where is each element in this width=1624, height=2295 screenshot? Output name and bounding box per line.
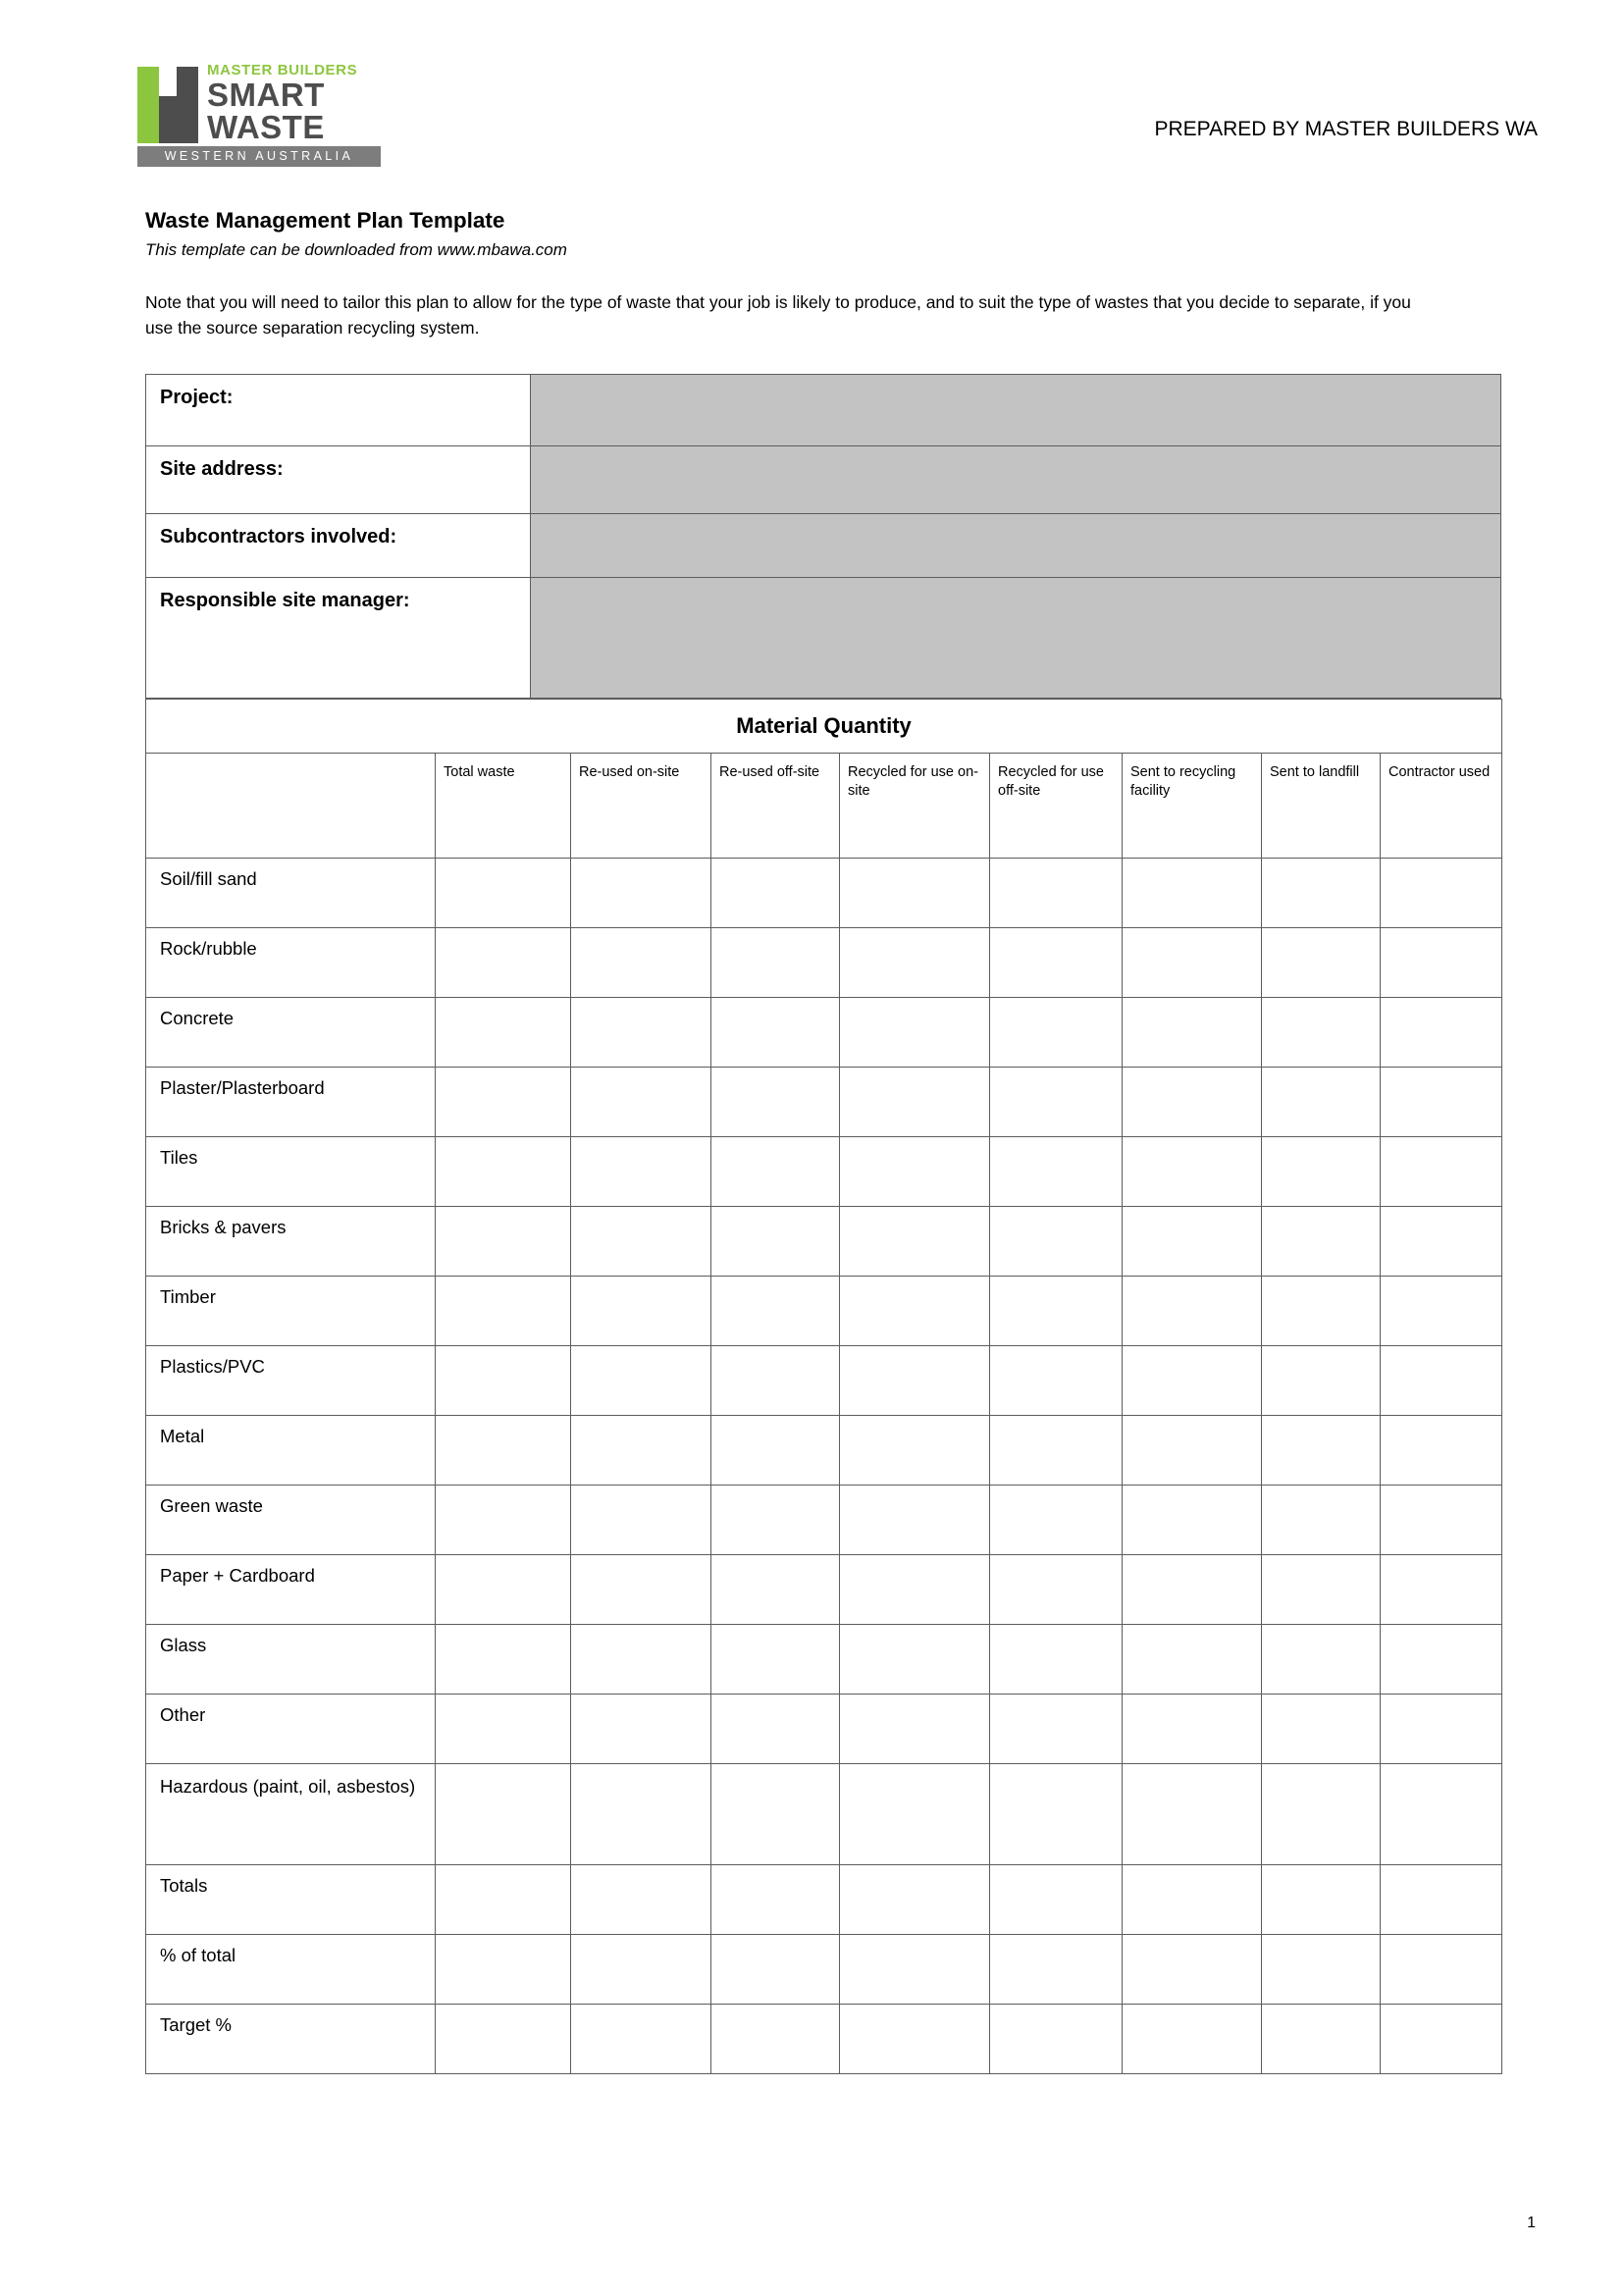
matrix-cell[interactable] [571, 1935, 711, 2005]
matrix-cell[interactable] [436, 1137, 571, 1207]
document-subtitle: This template can be downloaded from www.mbawa.com [145, 240, 567, 259]
matrix-cell[interactable] [1381, 1764, 1502, 1865]
table-row [146, 1695, 1502, 1764]
matrix-cell[interactable] [436, 1935, 571, 2005]
table-row [146, 998, 1502, 1068]
material-quantity-title: Material Quantity [146, 700, 1502, 754]
matrix-column-header: Contractor used [1381, 754, 1502, 859]
matrix-cell[interactable] [711, 1865, 840, 1935]
matrix-cell[interactable] [711, 859, 840, 928]
matrix-cell[interactable] [711, 1764, 840, 1865]
material-quantity-table [145, 699, 1502, 2074]
table-row [146, 1764, 1502, 1865]
matrix-cell[interactable] [1262, 1346, 1381, 1416]
matrix-row-label: Tiles [146, 1137, 436, 1207]
matrix-cell[interactable] [1381, 1068, 1502, 1137]
matrix-cell[interactable] [1123, 1277, 1262, 1346]
matrix-cell[interactable] [571, 1555, 711, 1625]
matrix-cell[interactable] [990, 1865, 1123, 1935]
forms-area [0, 374, 1624, 2074]
matrix-cell[interactable] [711, 1277, 840, 1346]
subcontractors-label: Subcontractors involved: [146, 514, 531, 578]
matrix-row-label: Glass [146, 1625, 436, 1695]
matrix-cell[interactable] [436, 1416, 571, 1486]
matrix-title-row [146, 700, 1502, 754]
matrix-cell[interactable] [711, 1137, 840, 1207]
table-row [146, 1277, 1502, 1346]
matrix-row-label: Hazardous (paint, oil, asbestos) [146, 1764, 436, 1865]
site-address-field[interactable] [531, 446, 1501, 514]
matrix-cell[interactable] [1262, 1068, 1381, 1137]
site-manager-field[interactable] [531, 578, 1501, 699]
matrix-cell[interactable] [1123, 1625, 1262, 1695]
project-label: Project: [146, 375, 531, 446]
matrix-cell[interactable] [711, 1695, 840, 1764]
page-header [0, 0, 1624, 167]
matrix-column-header: Sent to landfill [1262, 754, 1381, 859]
matrix-cell[interactable] [1262, 1865, 1381, 1935]
matrix-column-header: Re-used on-site [571, 754, 711, 859]
matrix-cell[interactable] [840, 2005, 990, 2074]
matrix-row-label: Green waste [146, 1486, 436, 1555]
matrix-header-row [146, 754, 1502, 859]
matrix-cell[interactable] [990, 1555, 1123, 1625]
matrix-cell[interactable] [840, 1625, 990, 1695]
matrix-cell[interactable] [436, 1555, 571, 1625]
matrix-cell[interactable] [1123, 1935, 1262, 2005]
matrix-cell[interactable] [571, 1277, 711, 1346]
matrix-cell[interactable] [840, 1764, 990, 1865]
matrix-cell[interactable] [1381, 1486, 1502, 1555]
matrix-cell[interactable] [1262, 998, 1381, 1068]
matrix-cell[interactable] [990, 1625, 1123, 1695]
matrix-cell[interactable] [1123, 998, 1262, 1068]
table-row [146, 578, 1501, 699]
matrix-cell[interactable] [990, 1137, 1123, 1207]
matrix-cell[interactable] [711, 2005, 840, 2074]
matrix-cell[interactable] [1123, 1555, 1262, 1625]
matrix-cell[interactable] [990, 1764, 1123, 1865]
matrix-cell[interactable] [571, 1346, 711, 1416]
matrix-cell[interactable] [1262, 859, 1381, 928]
matrix-cell[interactable] [840, 1555, 990, 1625]
matrix-cell[interactable] [1262, 1935, 1381, 2005]
matrix-cell[interactable] [571, 2005, 711, 2074]
matrix-cell[interactable] [711, 1068, 840, 1137]
intro-section [0, 208, 1624, 340]
smart-waste-logo [137, 61, 381, 167]
matrix-row-label: Concrete [146, 998, 436, 1068]
matrix-cell[interactable] [711, 1625, 840, 1695]
matrix-cell[interactable] [990, 998, 1123, 1068]
matrix-corner-cell [146, 754, 436, 859]
matrix-cell[interactable] [990, 1486, 1123, 1555]
matrix-cell[interactable] [711, 1346, 840, 1416]
matrix-cell[interactable] [571, 1416, 711, 1486]
matrix-column-header: Re-used off-site [711, 754, 840, 859]
table-row [146, 1416, 1502, 1486]
matrix-cell[interactable] [1123, 1137, 1262, 1207]
matrix-cell[interactable] [436, 1207, 571, 1277]
matrix-cell[interactable] [990, 1346, 1123, 1416]
matrix-cell[interactable] [1381, 1935, 1502, 2005]
matrix-cell[interactable] [436, 1625, 571, 1695]
matrix-cell[interactable] [1123, 1207, 1262, 1277]
matrix-cell[interactable] [711, 928, 840, 998]
table-row [146, 1137, 1502, 1207]
matrix-cell[interactable] [1381, 1865, 1502, 1935]
matrix-cell[interactable] [1123, 1865, 1262, 1935]
matrix-cell[interactable] [1381, 1625, 1502, 1695]
table-row [146, 1486, 1502, 1555]
matrix-cell[interactable] [571, 1764, 711, 1865]
matrix-cell[interactable] [436, 2005, 571, 2074]
matrix-cell[interactable] [840, 1346, 990, 1416]
matrix-cell[interactable] [1381, 1277, 1502, 1346]
matrix-cell[interactable] [1381, 2005, 1502, 2074]
page-number: 1 [1527, 2215, 1536, 2231]
matrix-cell[interactable] [1262, 1555, 1381, 1625]
matrix-cell[interactable] [1381, 928, 1502, 998]
matrix-cell[interactable] [1123, 1764, 1262, 1865]
matrix-cell[interactable] [1381, 1416, 1502, 1486]
matrix-cell[interactable] [436, 1695, 571, 1764]
matrix-cell[interactable] [1262, 2005, 1381, 2074]
matrix-cell[interactable] [571, 998, 711, 1068]
matrix-cell[interactable] [711, 1416, 840, 1486]
matrix-cell[interactable] [1262, 1416, 1381, 1486]
matrix-cell[interactable] [990, 1695, 1123, 1764]
matrix-cell[interactable] [1381, 998, 1502, 1068]
matrix-cell[interactable] [840, 998, 990, 1068]
matrix-cell[interactable] [1123, 1416, 1262, 1486]
table-row [146, 859, 1502, 928]
table-row [146, 1625, 1502, 1695]
matrix-cell[interactable] [711, 998, 840, 1068]
matrix-cell[interactable] [436, 1068, 571, 1137]
table-row [146, 1865, 1502, 1935]
logo-wordmark [207, 61, 357, 143]
matrix-cell[interactable] [990, 859, 1123, 928]
logo-top [137, 61, 381, 143]
matrix-cell[interactable] [840, 859, 990, 928]
matrix-cell[interactable] [990, 1277, 1123, 1346]
matrix-cell[interactable] [711, 1486, 840, 1555]
matrix-cell[interactable] [571, 1068, 711, 1137]
matrix-row-label: Timber [146, 1277, 436, 1346]
matrix-cell[interactable] [436, 1865, 571, 1935]
matrix-cell[interactable] [571, 859, 711, 928]
matrix-cell[interactable] [1123, 1346, 1262, 1416]
matrix-cell[interactable] [840, 1137, 990, 1207]
matrix-cell[interactable] [571, 1865, 711, 1935]
matrix-row-label: Metal [146, 1416, 436, 1486]
matrix-row-label: Paper + Cardboard [146, 1555, 436, 1625]
matrix-cell[interactable] [1262, 1137, 1381, 1207]
matrix-cell[interactable] [436, 928, 571, 998]
logo-smart-text: SMART [207, 77, 325, 113]
table-row [146, 1346, 1502, 1416]
matrix-cell[interactable] [840, 1935, 990, 2005]
table-row [146, 514, 1501, 578]
subcontractors-field[interactable] [531, 514, 1501, 578]
matrix-cell[interactable] [840, 928, 990, 998]
matrix-cell[interactable] [990, 1207, 1123, 1277]
matrix-cell[interactable] [1381, 1137, 1502, 1207]
document-note: Note that you will need to tailor this plan to allow for the type of waste that your job is likely to produce, and to suit the type of wastes that you decide to separate, if you use the source separation recycling system. [145, 292, 1411, 338]
matrix-row-label: Bricks & pavers [146, 1207, 436, 1277]
matrix-column-header: Recycled for use off-site [990, 754, 1123, 859]
logo-waste-text: WASTE [207, 109, 325, 145]
matrix-cell[interactable] [1123, 859, 1262, 928]
matrix-row-label: Rock/rubble [146, 928, 436, 998]
matrix-cell[interactable] [711, 1935, 840, 2005]
project-info-table [145, 374, 1501, 699]
matrix-cell[interactable] [436, 859, 571, 928]
matrix-cell[interactable] [711, 1555, 840, 1625]
matrix-cell[interactable] [1262, 1695, 1381, 1764]
matrix-cell[interactable] [840, 1695, 990, 1764]
logo-state-bar: WESTERN AUSTRALIA [137, 146, 381, 167]
matrix-cell[interactable] [990, 928, 1123, 998]
matrix-cell[interactable] [1262, 1486, 1381, 1555]
matrix-cell[interactable] [1123, 1068, 1262, 1137]
matrix-column-header: Total waste [436, 754, 571, 859]
matrix-row-label: Totals [146, 1865, 436, 1935]
table-row [146, 375, 1501, 446]
table-row [146, 1555, 1502, 1625]
matrix-cell[interactable] [840, 1277, 990, 1346]
matrix-column-header: Recycled for use on-site [840, 754, 990, 859]
matrix-cell[interactable] [1123, 1486, 1262, 1555]
matrix-cell[interactable] [840, 1416, 990, 1486]
matrix-cell[interactable] [571, 1137, 711, 1207]
table-row [146, 928, 1502, 998]
matrix-cell[interactable] [990, 2005, 1123, 2074]
matrix-row-label: Plaster/Plasterboard [146, 1068, 436, 1137]
matrix-cell[interactable] [990, 1935, 1123, 2005]
matrix-cell[interactable] [1381, 1207, 1502, 1277]
matrix-row-label: % of total [146, 1935, 436, 2005]
matrix-row-label: Soil/fill sand [146, 859, 436, 928]
table-row [146, 1068, 1502, 1137]
matrix-cell[interactable] [990, 1416, 1123, 1486]
matrix-cell[interactable] [1381, 1346, 1502, 1416]
matrix-row-label: Target % [146, 2005, 436, 2074]
matrix-cell[interactable] [1381, 1695, 1502, 1764]
prepared-by-text: PREPARED BY MASTER BUILDERS WA [1154, 118, 1538, 140]
matrix-cell[interactable] [436, 1764, 571, 1865]
matrix-cell[interactable] [436, 1346, 571, 1416]
matrix-cell[interactable] [711, 1207, 840, 1277]
project-field[interactable] [531, 375, 1501, 446]
matrix-column-header: Sent to recycling facility [1123, 754, 1262, 859]
matrix-cell[interactable] [1123, 928, 1262, 998]
matrix-row-label: Other [146, 1695, 436, 1764]
logo-mark-icon [137, 61, 198, 143]
logo-master-builders-text: MASTER BUILDERS [207, 62, 358, 78]
matrix-cell[interactable] [571, 1207, 711, 1277]
matrix-cell[interactable] [1262, 1764, 1381, 1865]
table-row [146, 1935, 1502, 2005]
matrix-cell[interactable] [840, 1486, 990, 1555]
matrix-cell[interactable] [571, 1625, 711, 1695]
matrix-cell[interactable] [990, 1068, 1123, 1137]
matrix-cell[interactable] [1381, 1555, 1502, 1625]
matrix-cell[interactable] [571, 928, 711, 998]
matrix-cell[interactable] [840, 1207, 990, 1277]
matrix-cell[interactable] [840, 1068, 990, 1137]
page-title: Waste Management Plan Template [145, 208, 505, 233]
matrix-cell[interactable] [1262, 1207, 1381, 1277]
matrix-cell[interactable] [1123, 1695, 1262, 1764]
matrix-cell[interactable] [1123, 2005, 1262, 2074]
matrix-cell[interactable] [1262, 1277, 1381, 1346]
site-address-label: Site address: [146, 446, 531, 514]
matrix-cell[interactable] [840, 1865, 990, 1935]
table-row [146, 2005, 1502, 2074]
table-row [146, 1207, 1502, 1277]
matrix-cell[interactable] [436, 1486, 571, 1555]
site-manager-label: Responsible site manager: [146, 578, 531, 699]
matrix-cell[interactable] [1262, 1625, 1381, 1695]
matrix-row-label: Plastics/PVC [146, 1346, 436, 1416]
matrix-cell[interactable] [1262, 928, 1381, 998]
table-row [146, 446, 1501, 514]
matrix-cell[interactable] [571, 1486, 711, 1555]
matrix-cell[interactable] [436, 1277, 571, 1346]
matrix-cell[interactable] [1381, 859, 1502, 928]
matrix-cell[interactable] [436, 998, 571, 1068]
matrix-cell[interactable] [571, 1695, 711, 1764]
